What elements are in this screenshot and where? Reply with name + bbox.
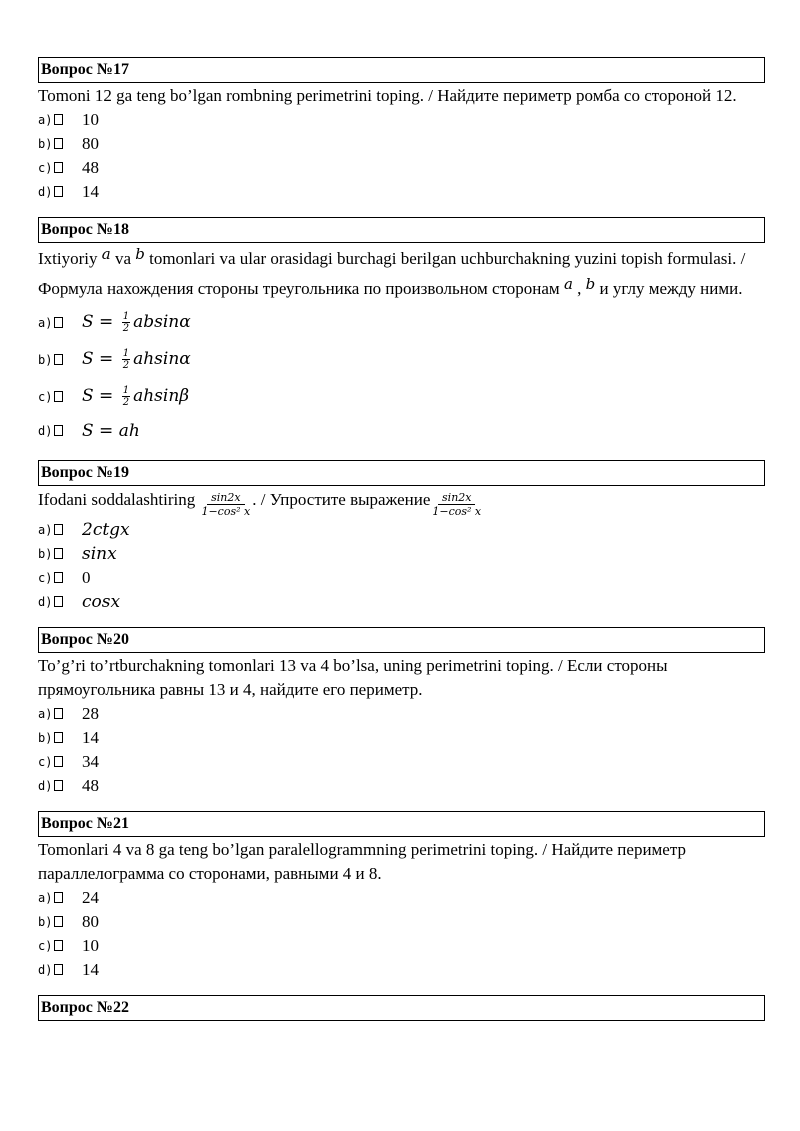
option-c[interactable] xyxy=(38,156,765,180)
option-a[interactable] xyxy=(38,702,765,726)
option-letter: b) xyxy=(38,137,53,151)
checkbox-icon[interactable] xyxy=(54,964,63,975)
question-21 xyxy=(38,811,765,982)
option-letter: b) xyxy=(38,915,53,929)
option-a[interactable] xyxy=(38,304,765,341)
option-letter: c) xyxy=(38,571,53,585)
question-18 xyxy=(38,217,765,447)
option-value: 34 xyxy=(82,752,99,771)
checkbox-icon[interactable] xyxy=(54,186,63,197)
option-letter: c) xyxy=(38,161,53,175)
formula: S = $\frac{1}{2}$ ahsinα xyxy=(82,348,191,371)
option-d[interactable] xyxy=(38,958,765,982)
checkbox-icon[interactable] xyxy=(54,780,63,791)
math-var: b xyxy=(135,245,145,263)
option-letter: b) xyxy=(38,352,53,367)
option-letter: a) xyxy=(38,113,53,127)
checkbox-icon[interactable] xyxy=(54,572,63,583)
option-value: 24 xyxy=(82,888,99,907)
math-var: b xyxy=(585,275,596,293)
option-c[interactable] xyxy=(38,934,765,958)
checkbox-icon[interactable] xyxy=(54,138,63,149)
question-header: Вопрос №17 xyxy=(38,57,765,83)
option-value: 2ctgx xyxy=(82,520,130,540)
question-17 xyxy=(38,57,765,204)
option-a[interactable] xyxy=(38,518,765,542)
option-letter: c) xyxy=(38,389,53,404)
option-letter: d) xyxy=(38,185,53,199)
option-value: 14 xyxy=(82,182,99,201)
option-letter: b) xyxy=(38,731,53,745)
question-header: Вопрос №19 xyxy=(38,460,765,486)
option-d[interactable] xyxy=(38,774,765,798)
option-a[interactable] xyxy=(38,108,765,132)
question-header: Вопрос №18 xyxy=(38,217,765,243)
option-letter: d) xyxy=(38,424,53,438)
option-value: 48 xyxy=(82,776,99,795)
math-var: a xyxy=(101,245,111,263)
formula: S = $\frac{1}{2}$ absinα xyxy=(82,311,191,334)
option-value: 28 xyxy=(82,704,99,723)
option-letter: d) xyxy=(38,963,53,977)
checkbox-icon[interactable] xyxy=(54,317,63,328)
math-var: a xyxy=(563,275,573,293)
option-value: 14 xyxy=(82,728,99,747)
option-letter: a) xyxy=(38,315,53,330)
option-letter: a) xyxy=(38,523,53,537)
option-value: 48 xyxy=(82,158,99,177)
option-a[interactable] xyxy=(38,886,765,910)
question-text: Tomoni 12 ga teng bo’lgan rombning perimetrini toping. / Найдите периметр ромба со стороной 12. xyxy=(38,86,737,105)
question-text: Ifodani soddalashtiring $\frac{\sin 2x}{\text{1−cos² x}}$ . / Упростите выражение $\frac{\sin 2x}{\text{1−cos² x}}$ xyxy=(38,490,482,518)
question-22 xyxy=(38,995,765,1021)
option-value: 10 xyxy=(82,110,99,129)
checkbox-icon[interactable] xyxy=(54,354,63,365)
option-value: 10 xyxy=(82,936,99,955)
option-letter: b) xyxy=(38,547,53,561)
fraction: $\frac{\sin 2x}{\text{1−cos² x}}$ xyxy=(432,491,482,518)
option-d[interactable] xyxy=(38,415,765,447)
question-text: To’g’ri to’rtburchakning tomonlari 13 va 4 bo’lsa, uning perimetrini toping. / Если стороны прямоугольника равны 13 и 4, найдите его периметр. xyxy=(38,656,668,699)
question-text: Ixtiyoriy a va b tomonlari va ular orasidagi burchagi berilgan uchburchakning yuzini topish formulasi. / Формула нахождения стороны треугольника по произвольном сторонам a , b и углу между ними. xyxy=(38,245,746,298)
option-letter: a) xyxy=(38,707,53,721)
checkbox-icon[interactable] xyxy=(54,524,63,535)
checkbox-icon[interactable] xyxy=(54,916,63,927)
checkbox-icon[interactable] xyxy=(54,114,63,125)
checkbox-icon[interactable] xyxy=(54,162,63,173)
option-b[interactable] xyxy=(38,341,765,378)
checkbox-icon[interactable] xyxy=(54,596,63,607)
option-b[interactable] xyxy=(38,910,765,934)
option-value: cosx xyxy=(82,592,121,612)
option-letter: d) xyxy=(38,779,53,793)
formula: S = ah xyxy=(82,421,140,441)
option-letter: a) xyxy=(38,891,53,905)
option-value: sinx xyxy=(82,544,117,564)
option-c[interactable] xyxy=(38,566,765,590)
formula: S = $\frac{1}{2}$ ahsinβ xyxy=(82,385,190,408)
option-b[interactable] xyxy=(38,542,765,566)
question-header: Вопрос №22 xyxy=(38,995,765,1021)
question-list xyxy=(38,57,765,1034)
fraction: $\frac{\sin 2x}{\text{1−cos² x}}$ xyxy=(201,491,251,518)
option-letter: c) xyxy=(38,755,53,769)
question-19 xyxy=(38,460,765,614)
question-header: Вопрос №21 xyxy=(38,811,765,837)
option-letter: c) xyxy=(38,939,53,953)
question-text: Tomonlari 4 va 8 ga teng bo’lgan paralellogrammning perimetrini toping. / Найдите периметр параллелограмма со сторонами, равными 4 и 8. xyxy=(38,840,686,883)
option-letter: d) xyxy=(38,595,53,609)
checkbox-icon[interactable] xyxy=(54,892,63,903)
option-d[interactable] xyxy=(38,180,765,204)
option-value: 0 xyxy=(82,568,91,587)
option-value: 80 xyxy=(82,134,99,153)
option-b[interactable] xyxy=(38,132,765,156)
option-c[interactable] xyxy=(38,750,765,774)
option-value: 14 xyxy=(82,960,99,979)
option-c[interactable] xyxy=(38,378,765,415)
checkbox-icon[interactable] xyxy=(54,708,63,719)
question-20 xyxy=(38,627,765,798)
option-d[interactable] xyxy=(38,590,765,614)
checkbox-icon[interactable] xyxy=(54,756,63,767)
option-value: 80 xyxy=(82,912,99,931)
checkbox-icon[interactable] xyxy=(54,391,63,402)
checkbox-icon[interactable] xyxy=(54,425,63,436)
question-header: Вопрос №20 xyxy=(38,627,765,653)
option-b[interactable] xyxy=(38,726,765,750)
checkbox-icon[interactable] xyxy=(54,548,63,559)
checkbox-icon[interactable] xyxy=(54,732,63,743)
checkbox-icon[interactable] xyxy=(54,940,63,951)
